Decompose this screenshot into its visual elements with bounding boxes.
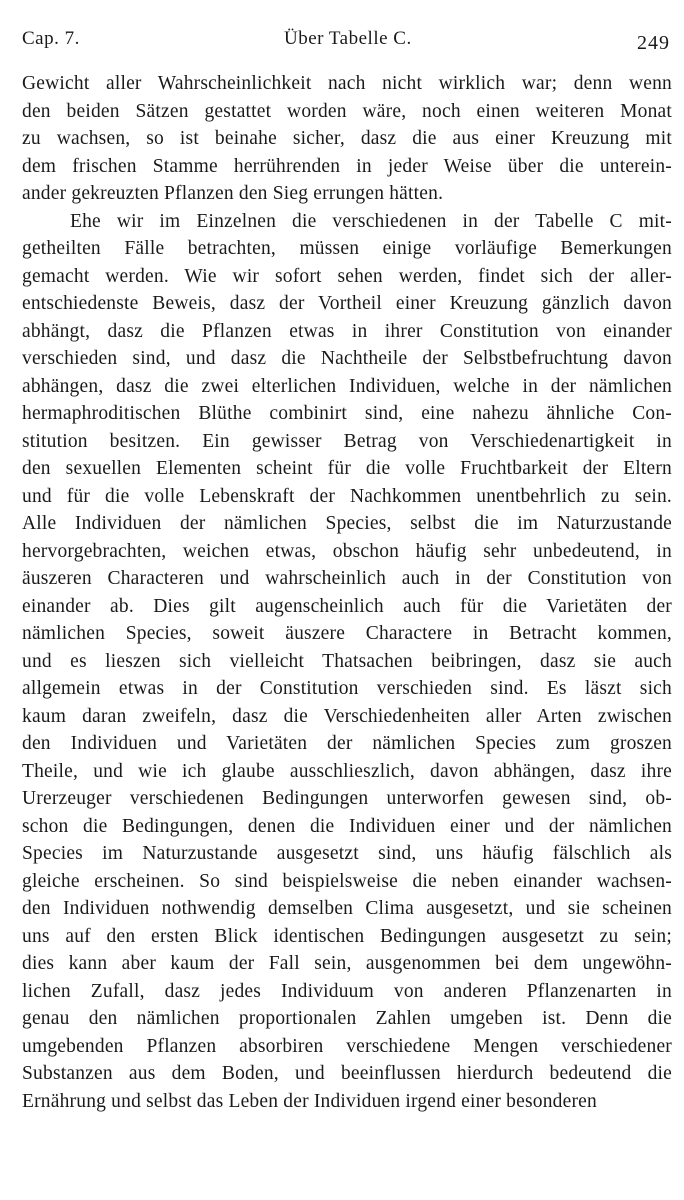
text-line: umgebenden Pflanzen absorbiren verschiedene Mengen verschiedener <box>22 1035 672 1057</box>
text-line: zu wachsen, so ist beinahe sicher, dasz die aus einer Kreuzung mit <box>22 128 672 149</box>
text-line: kaum daran zweifeln, dasz die Verschiedenheiten aller Arten zwischen <box>22 705 672 727</box>
body-text <box>22 70 672 1115</box>
text-line: den beiden Sätzen gestattet worden wäre, noch einen weiteren Monat <box>22 100 672 122</box>
text-line: Ernährung und selbst das Leben der Individuen irgend einer besonderen <box>22 1090 597 1112</box>
text-line: Ehe wir im Einzelnen die verschiedenen in der Tabelle C mit- <box>70 210 672 232</box>
text-line: dem frischen Stamme herrührenden in jeder Weise über die unterein- <box>22 155 672 177</box>
text-line: den Individuen und Varietäten der nämlichen Species zum groszen <box>22 733 672 754</box>
page-number: 249 <box>637 32 670 54</box>
text-line: dies kann aber kaum der Fall sein, ausgenommen bei dem ungewöhn- <box>22 953 672 974</box>
text-line: uns auf den ersten Blick identischen Bedingungen ausgesetzt zu sein; <box>22 925 672 947</box>
text-line: den Individuen nothwendig demselben Clima ausgesetzt, und sie scheinen <box>22 898 672 919</box>
text-line: genau den nämlichen proportionalen Zahlen umgeben ist. Denn die <box>22 1008 672 1029</box>
running-head <box>22 28 670 58</box>
text-line: abhängen, dasz die zwei elterlichen Individuen, welche in der nämlichen <box>22 375 672 397</box>
paragraph <box>22 70 672 208</box>
text-line: allgemein etwas in der Constitution verschieden sind. Es läszt sich <box>22 678 672 699</box>
text-line: nämlichen Species, soweit äuszere Charactere in Betracht kommen, <box>22 623 672 644</box>
text-line: gleiche erscheinen. So sind beispielsweise die neben einander wachsen- <box>22 870 672 892</box>
text-line: hervorgebrachten, weichen etwas, obschon häufig sehr unbedeutend, in <box>22 540 672 562</box>
text-line: äuszeren Characteren und wahrscheinlich auch in der Constitution von <box>22 568 672 589</box>
text-line: hermaphroditischen Blüthe combinirt sind, eine nahezu ähnliche Con- <box>22 403 672 424</box>
text-line: und es lieszen sich vielleicht Thatsachen beibringen, dasz sie auch <box>22 650 672 672</box>
text-line: entschiedenste Beweis, dasz der Vortheil einer Kreuzung gänzlich davon <box>22 293 672 314</box>
text-line: gemacht werden. Wie wir sofort sehen werden, findet sich der aller- <box>22 265 672 287</box>
text-line: Substanzen aus dem Boden, und beeinflussen hierdurch bedeutend die <box>22 1063 672 1084</box>
text-line: Alle Individuen der nämlichen Species, selbst die im Naturzustande <box>22 513 672 534</box>
section-title: Über Tabelle C. <box>284 28 412 49</box>
chapter-label: Cap. 7. <box>22 28 80 49</box>
text-line: und für die volle Lebenskraft der Nachkommen unentbehrlich zu sein. <box>22 485 672 507</box>
text-line: schon die Bedingungen, denen die Individuen einer und der nämlichen <box>22 815 672 837</box>
text-line: ander gekreuzten Pflanzen den Sieg errungen hätten. <box>22 183 444 204</box>
text-line: verschieden sind, und dasz die Nachtheile der Selbstbefruchtung davon <box>22 348 672 369</box>
text-line: lichen Zufall, dasz jedes Individuum von anderen Pflanzenarten in <box>22 980 672 1002</box>
text-line: Urerzeuger verschiedenen Bedingungen unterworfen gewesen sind, ob- <box>22 788 672 809</box>
text-line: Species im Naturzustande ausgesetzt sind, uns häufig fälschlich als <box>22 843 672 864</box>
text-line: Gewicht aller Wahrscheinlichkeit nach nicht wirklich war; denn wenn <box>22 73 672 94</box>
text-line: abhängt, dasz die Pflanzen etwas in ihrer Constitution von einander <box>22 320 672 342</box>
text-line: getheilten Fälle betrachten, müssen einige vorläufige Bemerkungen <box>22 238 672 259</box>
text-line: einander ab. Dies gilt augenscheinlich auch für die Varietäten der <box>22 595 672 617</box>
paragraph <box>22 208 672 1116</box>
text-line: Theile, und wie ich glaube ausschlieszlich, davon abhängen, dasz ihre <box>22 760 672 782</box>
text-line: den sexuellen Elementen scheint für die volle Fruchtbarkeit der Eltern <box>22 458 672 479</box>
text-line: stitution besitzen. Ein gewisser Betrag von Verschiedenartigkeit in <box>22 430 672 452</box>
